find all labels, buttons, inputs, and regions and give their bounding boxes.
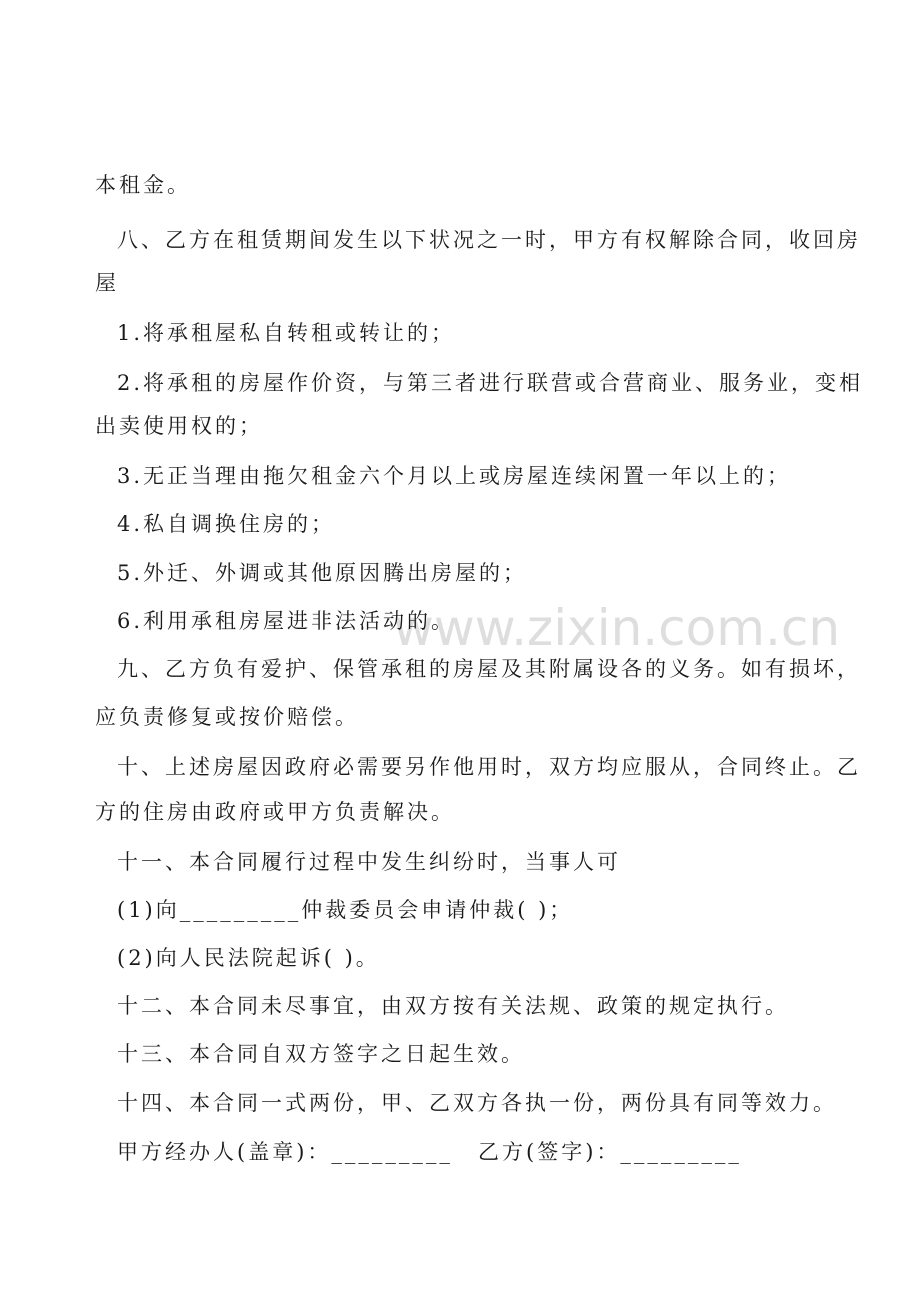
list-item: (2)向人民法院起诉( )。	[117, 946, 380, 970]
clause-10: 十、上述房屋因政府必需要另作他用时，双方均应服从，合同终止。乙	[117, 755, 861, 779]
text-line: 方的住房由政府或甲方负责解决。	[95, 800, 455, 824]
clause-13: 十三、本合同自双方签字之日起生效。	[117, 1042, 525, 1066]
text-line: 屋	[95, 271, 119, 295]
party-a-signature-field: 甲方经办人(盖章)：_________	[117, 1140, 453, 1164]
clause-14: 十四、本合同一式两份，甲、乙双方各执一份，两份具有同等效力。	[117, 1091, 837, 1115]
clause-12: 十二、本合同未尽事宜，由双方按有关法规、政策的规定执行。	[117, 994, 789, 1018]
list-item: 4.私自调换住房的；	[117, 512, 336, 536]
clause-11: 十一、本合同履行过程中发生纠纷时，当事人可	[117, 850, 621, 874]
list-item: 2.将承租的房屋作价资，与第三者进行联营或合营商业、服务业，变相	[117, 371, 864, 395]
text-line: 出卖使用权的；	[95, 414, 263, 438]
list-item: 5.外迁、外调或其他原因腾出房屋的；	[117, 561, 528, 585]
list-item: (1)向_________仲裁委员会申请仲裁( )；	[117, 898, 574, 922]
list-item: 1.将承租屋私自转租或转让的；	[117, 321, 456, 345]
watermark: www.zixin.com.cn	[393, 599, 841, 657]
text-line: 应负责修复或按价赔偿。	[95, 705, 359, 729]
list-item: 6.利用承租房屋进非法活动的。	[117, 609, 456, 633]
party-b-signature-field: 乙方(签字)：_________	[478, 1140, 742, 1164]
clause-8-title: 八、乙方在租赁期间发生以下状况之一时，甲方有权解除合同，收回房	[117, 228, 861, 252]
list-item: 3.无正当理由拖欠租金六个月以上或房屋连续闲置一年以上的；	[117, 464, 792, 488]
clause-9: 九、乙方负有爱护、保管承租的房屋及其附属设各的义务。如有损坏，	[117, 657, 861, 681]
text-line: 本租金。	[95, 173, 191, 197]
